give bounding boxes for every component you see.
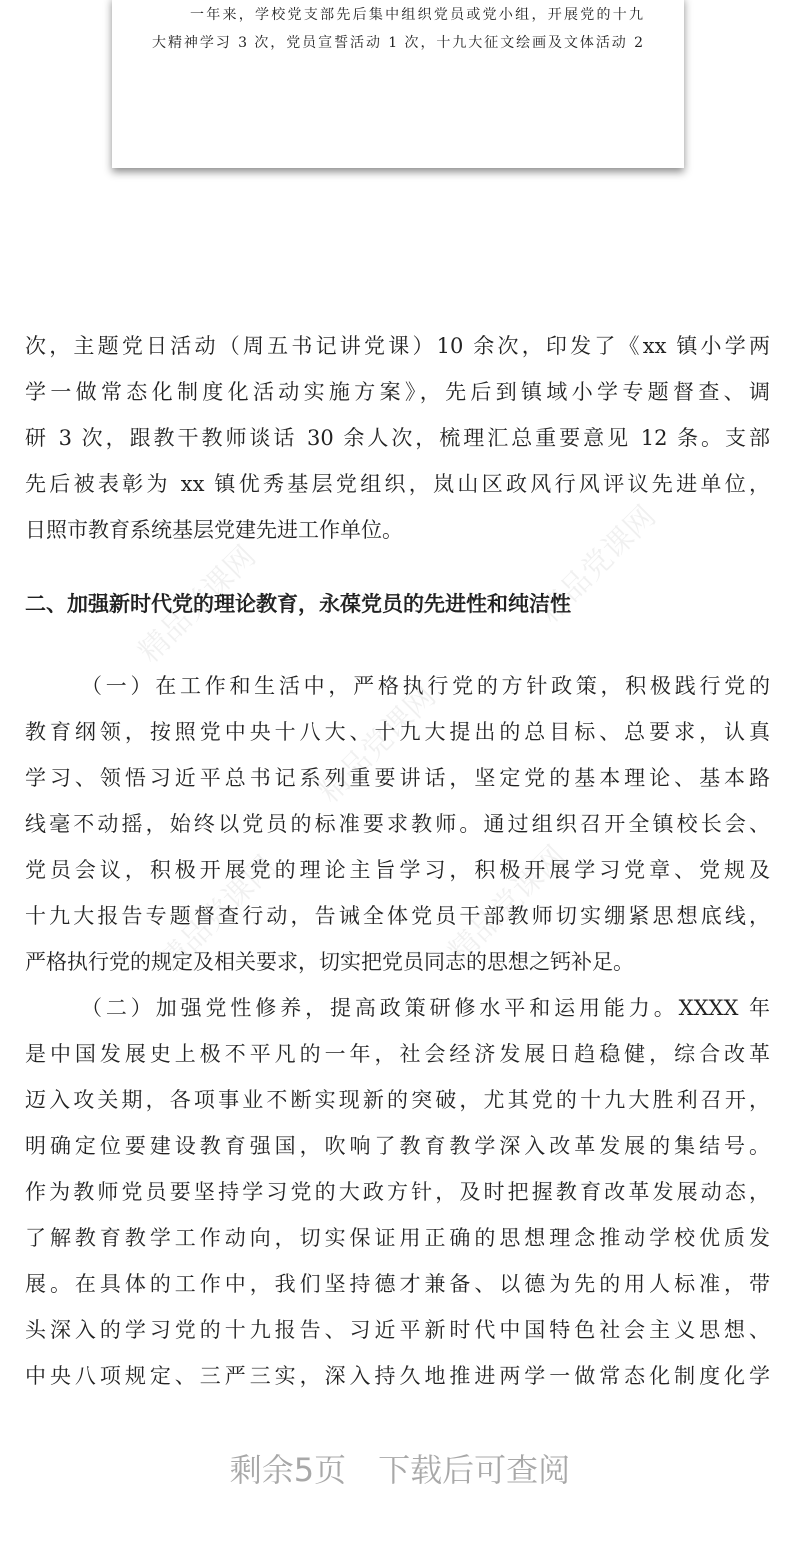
text-line: 作为教师党员要坚持学习党的大政方针，及时把握教育改革发展动态，: [25, 1180, 770, 1204]
text-line: 教育纲领，按照党中央十八大、十九大提出的总目标、总要求，认真: [25, 720, 770, 744]
watermark: 精品党课网: [132, 539, 263, 670]
text-line: （一）在工作和生活中，严格执行党的方针政策，积极践行党的: [81, 674, 770, 698]
paragraph-1: [25, 323, 770, 553]
text-line: 迈入攻关期，各项事业不断实现新的突破，尤其党的十九大胜利召开，: [25, 1088, 770, 1112]
text-line: 研 3 次，跟教干教师谈话 30 余人次，梳理汇总重要意见 12 条。支部: [25, 426, 770, 450]
text-line: 先后被表彰为 xx 镇优秀基层党组织，岚山区政风行风评议先进单位，: [25, 472, 770, 496]
download-prompt[interactable]: [0, 1445, 800, 1491]
text-line: （二）加强党性修养，提高政策研修水平和运用能力。XXXX 年: [81, 996, 770, 1020]
watermark: 精品党课网: [442, 839, 573, 970]
card-line: 一年来，学校党支部先后集中组织党员或党小组，开展党的十九: [190, 7, 644, 23]
remaining-pages-label: 剩余5页: [229, 1451, 347, 1489]
text-line: 明确定位要建设教育强国，吹响了教育教学深入改革发展的集结号。: [25, 1134, 770, 1158]
text-line: 十九大报告专题督查行动，告诫全体党员干部教师切实绷紧思想底线，: [25, 904, 770, 928]
text-line: 头深入的学习党的十九报告、习近平新时代中国特色社会主义思想、: [25, 1318, 770, 1342]
text-line: 学习、领悟习近平总书记系列重要讲话，坚定党的基本理论、基本路: [25, 766, 770, 790]
watermark: 精品党课网: [532, 499, 663, 630]
card-line: 大精神学习 3 次，党员宣誓活动 1 次，十九大征文绘画及文体活动 2: [152, 35, 644, 51]
text-line: 日照市教育系统基层党建先进工作单位。: [25, 518, 403, 542]
text-line: 线毫不动摇，始终以党员的标准要求教师。通过组织召开全镇校长会、: [25, 812, 770, 836]
download-to-view-label[interactable]: 下载后可查阅: [378, 1451, 571, 1489]
text-line: 党员会议，积极开展党的理论主旨学习，积极开展学习党章、党规及: [25, 858, 770, 882]
watermark: 精品党课网: [152, 849, 283, 980]
paragraph-2: [25, 663, 770, 985]
section-heading: 二、加强新时代党的理论教育，永葆党员的先进性和纯洁性: [25, 592, 571, 616]
text-line: 展。在具体的工作中，我们坚持德才兼备、以德为先的用人标准，带: [25, 1272, 770, 1296]
text-line: 次，主题党日活动（周五书记讲党课）10 余次，印发了《xx 镇小学两: [25, 334, 770, 358]
preview-page-card: [112, 0, 684, 168]
paragraph-3: [25, 985, 770, 1399]
text-line: 学一做常态化制度化活动实施方案》，先后到镇域小学专题督查、调: [25, 380, 770, 404]
watermark: 精品党课网: [312, 679, 443, 810]
text-line: 了解教育教学工作动向，切实保证用正确的思想理念推动学校优质发: [25, 1226, 770, 1250]
text-line: 中央八项规定、三严三实，深入持久地推进两学一做常态化制度化学: [25, 1364, 770, 1388]
text-line: 是中国发展史上极不平凡的一年，社会经济发展日趋稳健，综合改革: [25, 1042, 770, 1066]
text-line: 严格执行党的规定及相关要求，切实把党员同志的思想之钙补足。: [25, 950, 634, 974]
